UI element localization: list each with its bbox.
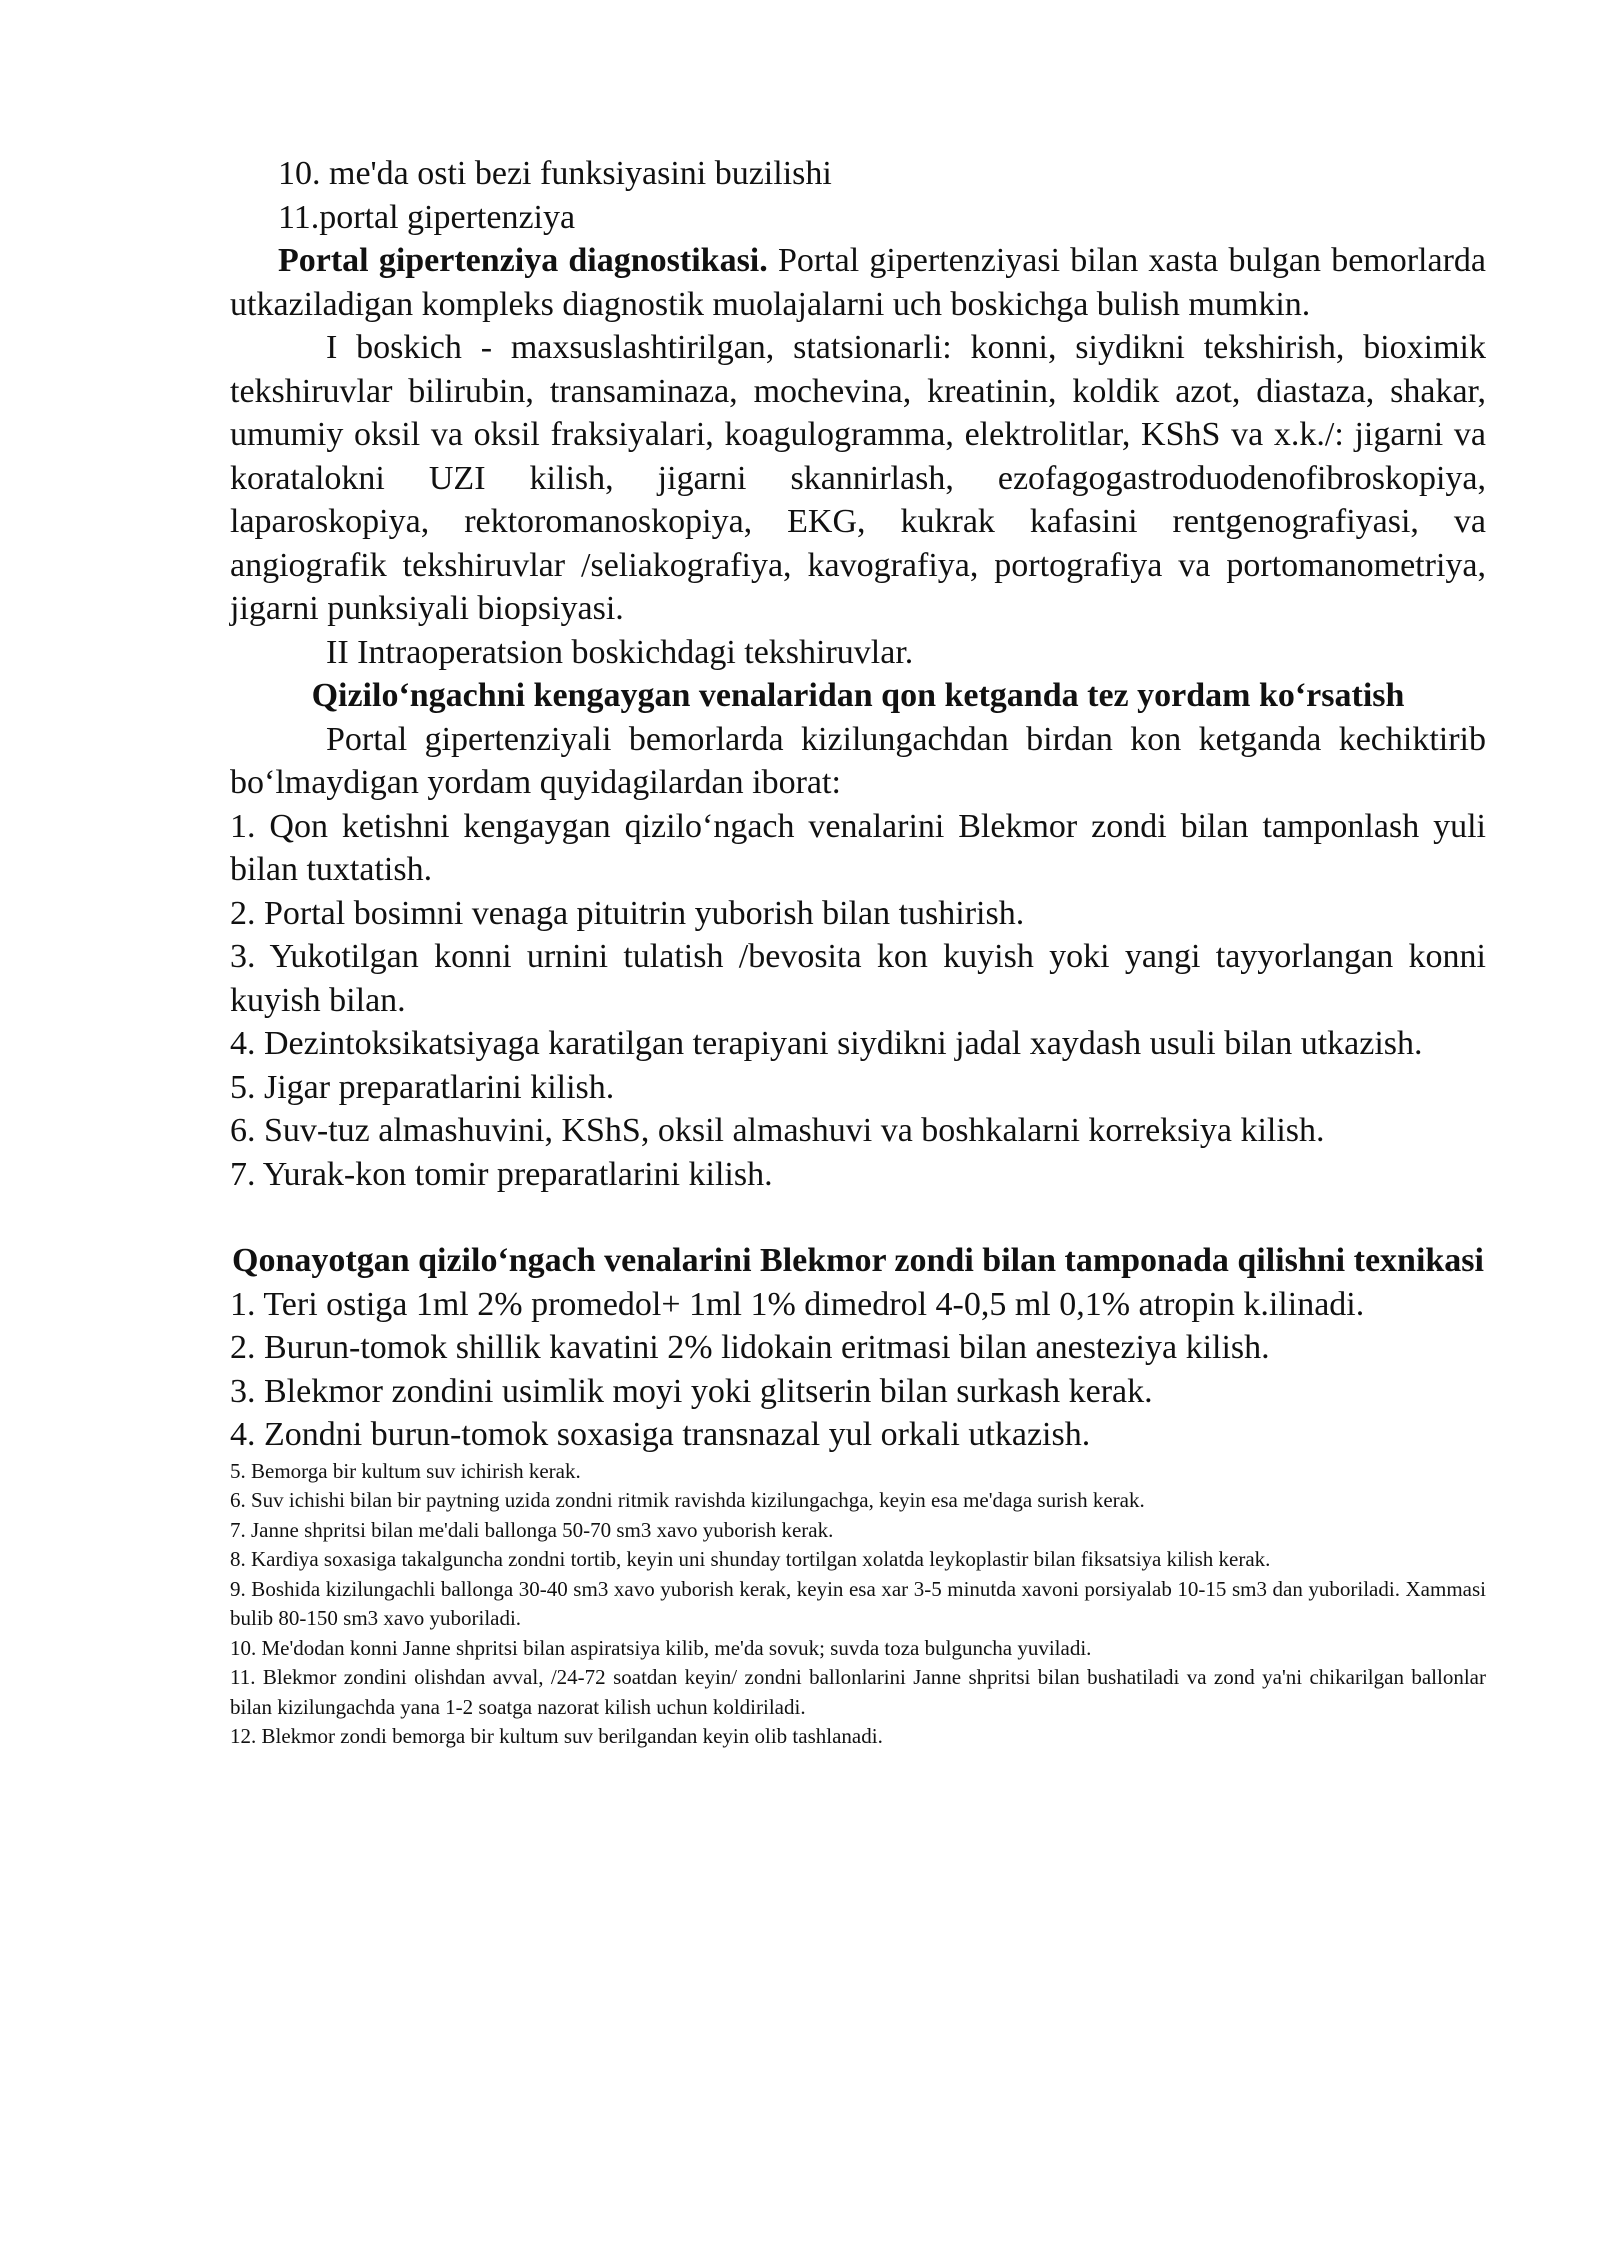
technique-step-small: 6. Suv ichishi bilan bir paytning uzida zondni ritmik ravishda kizilungachga, keyin esa me'daga surish kerak. <box>230 1488 1145 1512</box>
technique-step: 3. Blekmor zondini usimlik moyi yoki glitserin bilan surkash kerak. <box>230 1372 1153 1410</box>
section-title-emergency-aid: Qizilo‘ngachni kengaygan venalaridan qon ketganda tez yordam ko‘rsatish <box>311 677 1405 714</box>
technique-step: 4. Zondni burun-tomok soxasiga transnazal yul orkali utkazish. <box>230 1416 1091 1453</box>
diagnostics-paragraph <box>230 239 1486 326</box>
section-title-tamponade-technique: Qonayotgan qizilo‘ngach venalarini Blekmor zondi bilan tamponada qilishni texnikasi <box>232 1242 1484 1279</box>
technique-step-small: 10. Me'dodan konni Janne shpritsi bilan aspiratsiya kilib, me'da sovuk; suvda toza bulguncha yuviladi. <box>230 1635 1092 1660</box>
document-page <box>230 152 1486 1752</box>
section-spacer <box>230 1196 1486 1239</box>
emergency-aid-item: 5. Jigar preparatlarini kilish. <box>230 1068 615 1106</box>
technique-step-small: 9. Boshida kizilungachli ballonga 30-40 sm3 xavo yuborish kerak, keyin esa xar 3-5 minutda xavoni porsiyalab 10-15 sm3 dan yuboriladi. Xammasi bulib 80-150 sm3 xavo yuboriladi. <box>230 1576 1486 1630</box>
list-item-10: 10. me'da osti bezi funksiyasini buzilishi <box>278 155 832 192</box>
list-item-11: 11.portal gipertenziya <box>278 198 576 236</box>
technique-step-small: 12. Blekmor zondi bemorga bir kultum suv berilgandan keyin olib tashlanadi. <box>230 1724 883 1748</box>
emergency-aid-item: 2. Portal bosimni venaga pituitrin yuborish bilan tushirish. <box>230 894 1025 932</box>
stage-two-paragraph: II Intraoperatsion boskichdagi tekshiruvlar. <box>326 633 914 671</box>
emergency-aid-item: 6. Suv-tuz almashuvini, KShS, oksil almashuvi va boshkalarni korreksiya kilish. <box>230 1112 1325 1149</box>
technique-step-small: 5. Bemorga bir kultum suv ichirish kerak. <box>230 1458 581 1483</box>
diagnostics-heading: Portal gipertenziya diagnostikasi. <box>278 242 768 279</box>
emergency-aid-item: 7. Yurak-kon tomir preparatlarini kilish. <box>230 1155 773 1193</box>
emergency-aid-intro: Portal gipertenziyali bemorlarda kizilungachdan birdan kon ketganda kechiktirib bo‘lmaydigan yordam quyidagilardan iborat: <box>230 720 1486 801</box>
emergency-aid-item: 3. Yukotilgan konni urnini tulatish /bevosita kon kuyish yoki yangi tayyorlangan konni kuyish bilan. <box>230 938 1486 1019</box>
technique-step: 1. Teri ostiga 1ml 2% promedol+ 1ml 1% dimedrol 4-0,5 ml 0,1% atropin k.ilinadi. <box>230 1285 1365 1323</box>
emergency-aid-item: 4. Dezintoksikatsiyaga karatilgan terapiyani siydikni jadal xaydash usuli bilan utkazish. <box>230 1025 1423 1062</box>
technique-step: 2. Burun-tomok shillik kavatini 2% lidokain eritmasi bilan anesteziya kilish. <box>230 1329 1270 1366</box>
technique-step-small: 11. Blekmor zondini olishdan avval, /24-72 soatdan keyin/ zondni ballonlarini Janne shpritsi bilan bushatiladi va zond ya'ni chikarilgan ballonlar bilan kizilungachda yana 1-2 soatga nazorat kilish uchun koldiriladi. <box>230 1665 1486 1719</box>
stage-one-paragraph: I boskich - maxsuslashtirilgan, statsionarli: konni, siydikni tekshirish, bioximik tekshiruvlar bilirubin, transaminaza, mochevina, kreatinin, koldik azot, diastaza, shakar, umumiy oksil va oksil fraksiyalari, koagulogramma, elektrolitlar, KShS va x.k./: jigarni va koratalokni UZI kilish, jigarni skannirlash, ezofagogastroduodenofibroskopiya, laparoskopiya, rektoromanoskopiya, EKG, kukrak kafasini rentgenografiyasi, va angiografik tekshiruvlar /seliakografiya, kavografiya, portografiya va portomanometriya, jigarni punksiyali biopsiyasi. <box>230 329 1486 627</box>
diagnostics-text: Portal gipertenziyasi bilan xasta bulgan bemorlarda utkaziladigan kompleks diagnostik muolajalarni uch boskichga bulish mumkin. <box>230 242 1486 323</box>
technique-step-small: 8. Kardiya soxasiga takalguncha zondni tortib, keyin uni shunday tortilgan xolatda leykoplastir bilan fiksatsiya kilish kerak. <box>230 1547 1271 1571</box>
technique-step-small: 7. Janne shpritsi bilan me'dali ballonga 50-70 sm3 xavo yuborish kerak. <box>230 1517 834 1542</box>
emergency-aid-item: 1. Qon ketishni kengaygan qizilo‘ngach venalarini Blekmor zondi bilan tamponlash yuli bilan tuxtatish. <box>230 807 1486 888</box>
